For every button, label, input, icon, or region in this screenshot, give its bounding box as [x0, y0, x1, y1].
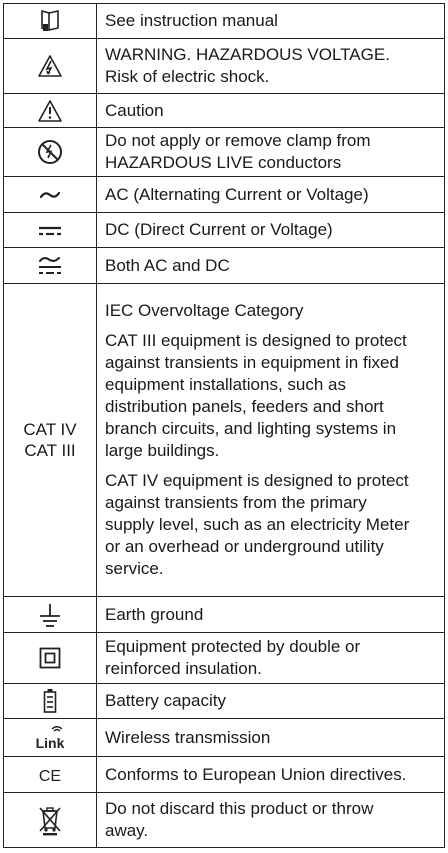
description-text: CAT IV equipment is designed to protect — [105, 471, 409, 490]
table-row — [4, 684, 445, 719]
description-text: DC (Direct Current or Voltage) — [105, 220, 333, 239]
description-text: equipment installations, such as — [105, 375, 346, 394]
description-cell — [97, 177, 445, 213]
symbol-cell — [4, 719, 97, 757]
description-text: IEC Overvoltage Category — [105, 301, 304, 320]
description-text: Do not discard this product or throw — [105, 799, 374, 818]
table-row — [4, 94, 445, 128]
description-text: Do not apply or remove clamp from — [105, 131, 371, 150]
description-text: reinforced insulation. — [105, 659, 262, 678]
description-cell — [97, 248, 445, 284]
paragraph — [105, 330, 440, 462]
description-text: against transients in equipment in fixed — [105, 353, 399, 372]
description-text: AC (Alternating Current or Voltage) — [105, 184, 369, 204]
symbol-cell — [4, 128, 97, 177]
description-cell — [97, 757, 445, 793]
description-text: Both AC and DC — [105, 255, 230, 275]
link-wireless-icon — [33, 726, 67, 750]
weee-crossed-bin-icon — [37, 804, 63, 836]
description-text: Battery capacity — [105, 691, 226, 710]
symbol-cell — [4, 4, 97, 39]
table-row — [4, 39, 445, 94]
symbol-cell — [4, 633, 97, 684]
symbol-cell — [4, 213, 97, 248]
symbol-cell — [4, 757, 97, 793]
description-text: Conforms to European Union directives. — [105, 764, 407, 784]
no-clamp-live-conductor-icon — [37, 139, 63, 165]
description-cell — [97, 633, 445, 684]
ce-mark-text: CE — [38, 767, 62, 785]
table-row — [4, 284, 445, 597]
symbol-cell — [4, 597, 97, 633]
description-text: branch circuits, and lighting systems in — [105, 419, 397, 438]
table-row — [4, 213, 445, 248]
symbol-cell — [4, 248, 97, 284]
ac-dc-icon — [38, 255, 62, 277]
description-cell — [97, 284, 445, 597]
symbol-cell — [4, 684, 97, 719]
description-cell — [97, 128, 445, 177]
description-cell — [97, 793, 445, 848]
dc-icon — [38, 225, 62, 237]
symbols-table — [3, 3, 445, 848]
description-text: WARNING. HAZARDOUS VOLTAGE. — [105, 45, 390, 64]
description-cell — [97, 94, 445, 128]
table-row — [4, 597, 445, 633]
description-text: service. — [105, 559, 164, 578]
symbol-cell — [4, 39, 97, 94]
description-text: Wireless transmission — [105, 727, 271, 747]
table-row — [4, 177, 445, 213]
description-text: CAT III equipment is designed to protect — [105, 331, 407, 350]
ac-icon — [39, 189, 61, 201]
table-row — [4, 793, 445, 848]
description-text: See instruction manual — [105, 11, 278, 30]
description-cell — [97, 4, 445, 39]
description-text: HAZARDOUS LIVE conductors — [105, 153, 342, 172]
table-row — [4, 4, 445, 39]
instruction-manual-icon — [39, 9, 61, 33]
earth-ground-icon — [38, 602, 62, 628]
double-insulation-icon — [39, 647, 61, 669]
table-row — [4, 633, 445, 684]
description-text: Caution — [105, 100, 164, 120]
caution-icon — [37, 99, 63, 123]
description-text: or an overhead or underground utility — [105, 537, 384, 556]
description-text: Earth ground — [105, 604, 204, 624]
table-row — [4, 128, 445, 177]
paragraph — [105, 470, 440, 580]
table-row — [4, 248, 445, 284]
description-text: away. — [105, 821, 149, 840]
cat-iv-label: CAT IV — [23, 420, 77, 439]
description-cell — [97, 39, 445, 94]
description-text: Risk of electric shock. — [105, 67, 270, 86]
symbol-cell — [4, 177, 97, 213]
ce-mark-icon — [37, 765, 63, 785]
table-row — [4, 757, 445, 793]
description-text: against transients from the primary — [105, 493, 367, 512]
symbol-cell — [4, 284, 97, 597]
description-cell — [97, 684, 445, 719]
description-cell — [97, 213, 445, 248]
description-text: large buildings. — [105, 441, 220, 460]
cat-iii-label: CAT III — [24, 441, 76, 460]
paragraph — [105, 300, 440, 322]
description-text: supply level, such as an electricity Meter — [105, 515, 410, 534]
hazardous-voltage-warning-icon — [37, 54, 63, 78]
battery-icon — [43, 688, 57, 714]
description-text: distribution panels, feeders and short — [105, 397, 384, 416]
description-cell — [97, 597, 445, 633]
symbol-cell — [4, 94, 97, 128]
link-logo-text: Link — [35, 734, 65, 750]
description-cell — [97, 719, 445, 757]
symbol-cell — [4, 793, 97, 848]
description-text: Equipment protected by double or — [105, 637, 361, 656]
table-row — [4, 719, 445, 757]
